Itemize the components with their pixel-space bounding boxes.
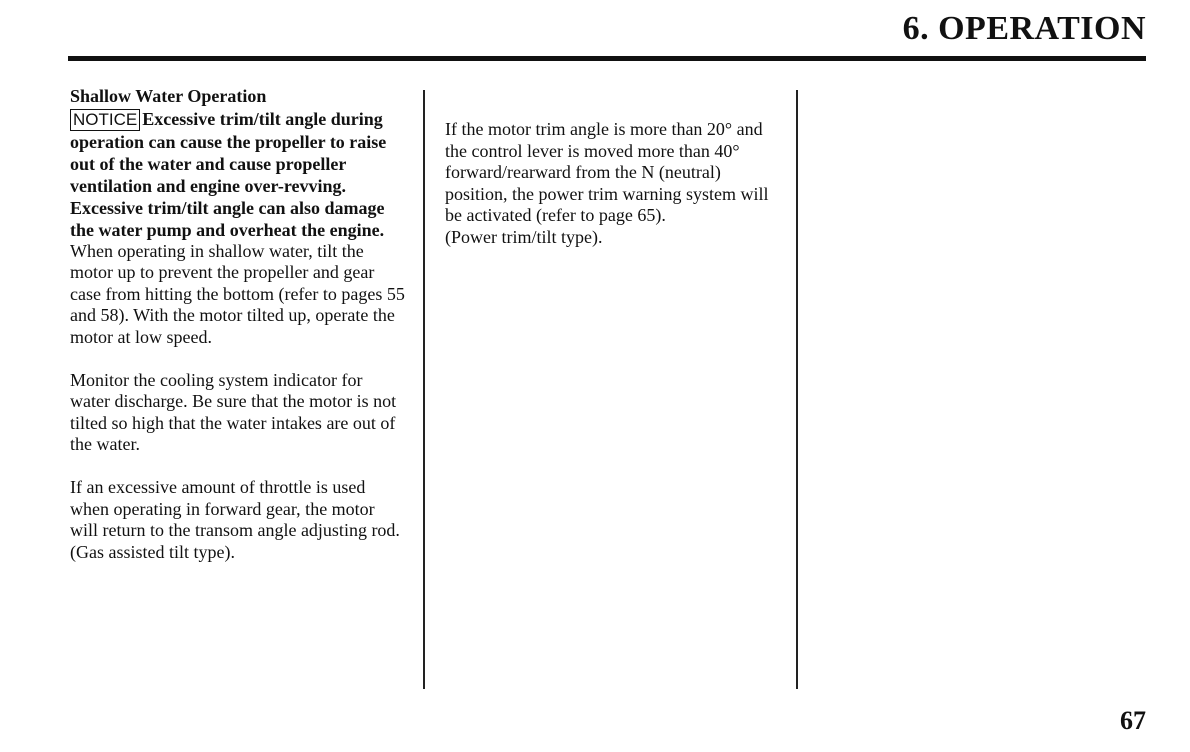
section-title: 6. OPERATION [902,10,1146,47]
page-number: 67 [1120,706,1146,735]
notice-block [70,108,405,241]
column-divider-left [423,90,425,689]
notice-badge: NOTICE [70,109,140,131]
middle-column [445,119,775,249]
paragraph-throttle-note: (Gas assisted tilt type). [70,541,235,562]
section-heading: Shallow Water Operation [70,86,267,106]
paragraph-cooling-indicator: Monitor the cooling system indicator for water discharge. Be sure that the motor is not tilted so high that the water intakes are out of the water. [70,369,397,455]
paragraph-trim-warning: If the motor trim angle is more than 20° and the control lever is moved more than 40° forward/rearward from the N (neutral) position, the power trim warning system will be activated (refer to page 65). [445,119,769,226]
column-divider-right [796,90,798,689]
notice-text: Excessive trim/tilt angle during operation can cause the propeller to raise out of the water and cause propeller ventilation and engine over-revving. Excessive trim/tilt angle can also damage the water pump and overheat the engine. [70,108,387,240]
paragraph-trim-warning-note: (Power trim/tilt type). [445,226,603,247]
left-column [70,86,405,563]
paragraph-shallow-water: When operating in shallow water, tilt the motor up to prevent the propeller and gear case from hitting the bottom (refer to pages 55 and 58). With the motor tilted up, operate the motor at low speed. [70,240,405,347]
header-rule [68,56,1146,61]
paragraph-throttle: If an excessive amount of throttle is used when operating in forward gear, the motor will return to the transom angle adjusting rod. [70,476,400,541]
